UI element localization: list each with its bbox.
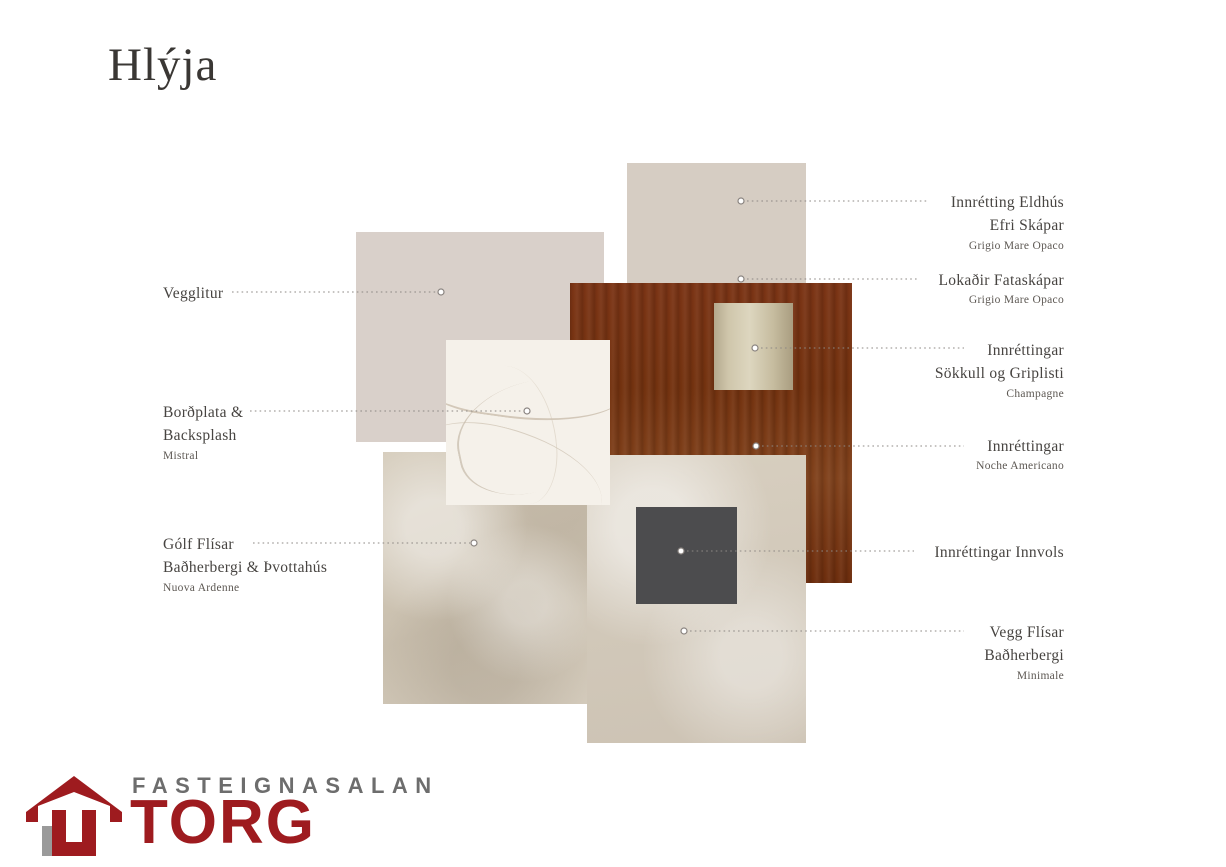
callout-bordplata-line1: Borðplata & (163, 404, 244, 421)
callout-innrettingar-innvols-line1: Innréttingar Innvols (934, 544, 1064, 561)
callout-innrettingar-vidur-line1: Innréttingar (987, 438, 1064, 455)
callout-innrettingar-vidur-sub: Noche Americano (976, 460, 1064, 473)
callout-sokkull-griplisti-line1: Innréttingar (987, 342, 1064, 359)
callout-golf-flisar-sub: Nuova Ardenne (163, 581, 240, 594)
callout-lokadir-fataskapar-sub: Grigio Mare Opaco (968, 294, 1064, 307)
callout-golf-flisar (163, 533, 327, 597)
callout-bordplata (163, 401, 243, 465)
callout-innretting-eldhus (951, 191, 1064, 255)
callout-lokadir-fataskapar (939, 269, 1064, 310)
callout-sokkull-griplisti-line2: Sökkull og Griplisti (934, 365, 1064, 383)
callout-innretting-eldhus-line1: Innrétting Eldhús (950, 194, 1064, 211)
brand-logo (22, 770, 439, 860)
page-title: Hlýja (108, 39, 218, 91)
callout-vegg-flisar-line2: Baðherbergi (984, 647, 1064, 665)
swatch-champagne-trim (714, 303, 793, 390)
callout-innrettingar-vidur (976, 435, 1064, 476)
callout-vegg-flisar-sub: Minimale (1016, 669, 1064, 682)
callout-sokkull-griplisti-sub: Champagne (1006, 387, 1064, 400)
callout-bordplata-line2: Backsplash (163, 427, 237, 445)
callout-vegglitur-line1: Vegglitur (163, 285, 224, 302)
callout-vegglitur (163, 282, 223, 305)
torg-house-icon (22, 770, 127, 858)
callout-vegg-flisar (984, 621, 1064, 685)
callout-vegg-flisar-line1: Vegg Flísar (989, 624, 1064, 641)
callout-lokadir-fataskapar-line1: Lokaðir Fataskápar (938, 272, 1064, 289)
callout-innrettingar-innvols (934, 541, 1064, 564)
callout-sokkull-griplisti (935, 339, 1064, 403)
logo-name: TORG (130, 788, 316, 857)
callout-innretting-eldhus-sub: Grigio Mare Opaco (968, 239, 1064, 252)
callout-innretting-eldhus-line2: Efri Skápar (989, 217, 1064, 235)
swatch-marble-countertop (446, 340, 610, 505)
logo-wordmark: FASTEIGNASALAN (132, 773, 439, 798)
callout-bordplata-sub: Mistral (163, 449, 199, 462)
swatch-cabinet-interior (636, 507, 737, 604)
callout-golf-flisar-line2: Baðherbergi & Þvottahús (163, 559, 328, 577)
callout-golf-flisar-line1: Gólf Flísar (163, 536, 234, 553)
